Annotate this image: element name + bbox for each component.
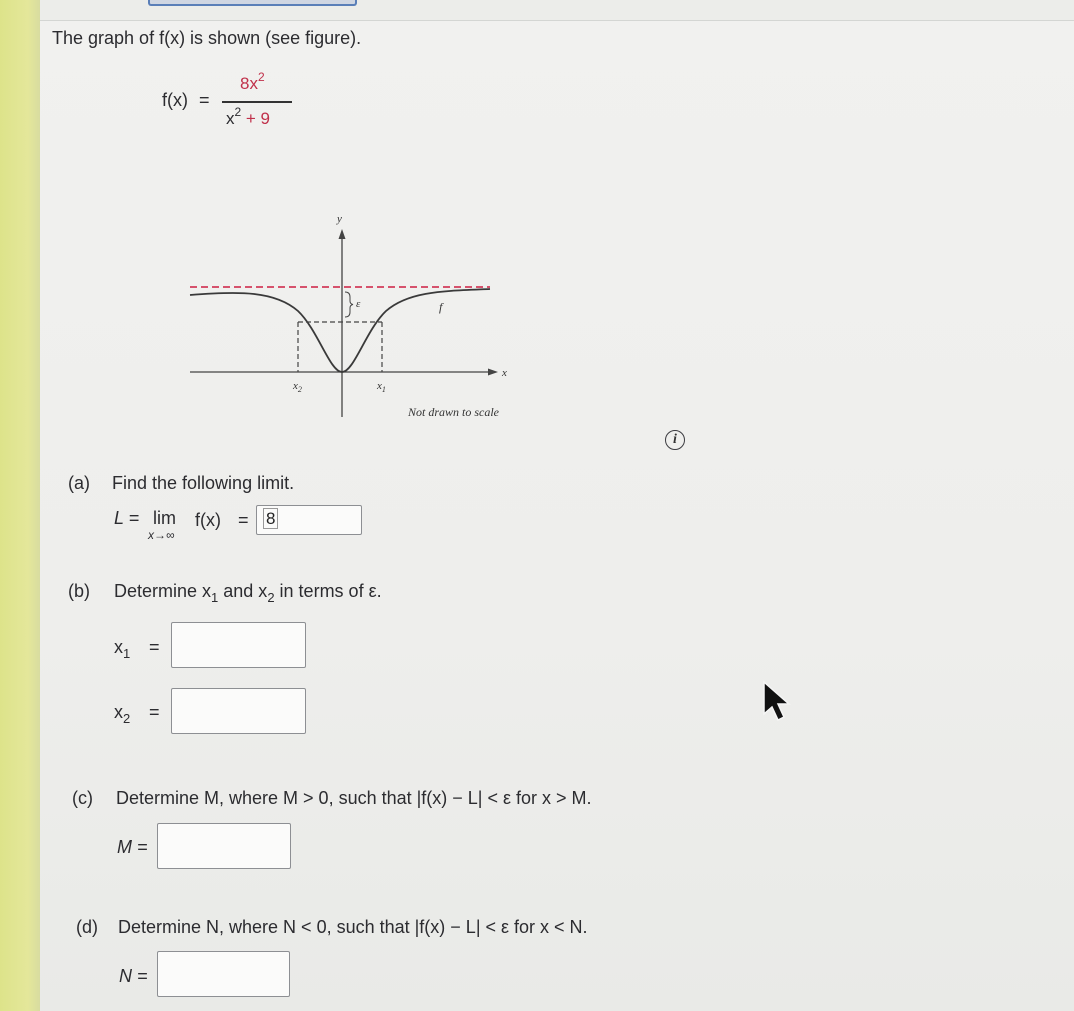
not-to-scale-caption: Not drawn to scale [408,405,500,419]
part-a-prompt: Find the following limit. [112,473,295,493]
formula-fx: f(x) [162,90,188,110]
fraction-bar [222,101,292,103]
numerator-base: 8x [240,74,258,93]
m-field-label: M = [117,837,148,857]
x1-var: x [114,637,123,657]
part-b-label: (b) [68,581,90,601]
part-a-label: (a) [68,473,90,493]
part-b-prompt-1: Determine x [114,581,212,601]
formula-denominator [226,105,271,129]
part-b-sub-1: 1 [211,590,219,605]
part-b-sub-2: 2 [267,590,275,605]
top-tab[interactable] [148,0,357,6]
x1-var: x [377,380,382,392]
formula-lhs [162,90,210,111]
x2-field-label [114,702,131,726]
numerator-exponent: 2 [257,70,265,84]
x1-subscript: 1 [123,646,131,661]
formula-numerator [240,70,265,94]
x2-equals: = [149,702,160,722]
part-a-equals: = [238,510,249,530]
part-b-prompt [114,581,382,605]
part-d-label: (d) [76,917,98,937]
n-field-label: N = [119,966,148,986]
denominator-exponent: 2 [234,105,242,119]
denominator-rest: + 9 [241,109,271,128]
limit-answer-value: 8 [263,508,278,529]
f-label: f [439,300,443,314]
m-input[interactable] [157,823,291,869]
part-b-prompt-2: and x [218,581,268,601]
formula-equals: = [199,90,210,110]
x1-equals: = [149,637,160,657]
denominator-base: x [226,109,235,128]
part-c-label: (c) [72,788,93,808]
y-label: y [337,213,342,225]
part-a-fx: f(x) [195,510,221,530]
left-margin-strip [0,0,40,1011]
part-c-prompt: Determine M, where M > 0, such that |f(x) − L| < ε for x > M. [116,788,592,808]
x2-label [292,380,302,394]
part-a-lim: lim [153,508,176,528]
x1-sub: 1 [381,385,386,394]
part-d-prompt: Determine N, where N < 0, such that |f(x) − L| < ε for x < N. [118,917,588,937]
x-label: x [502,367,507,379]
intro-text: The graph of f(x) is shown (see figure). [52,28,362,48]
x2-var: x [293,380,298,392]
limit-answer-input[interactable] [256,505,362,535]
part-a-lim-sub: x→∞ [148,528,175,542]
function-graph [180,205,530,425]
function-curve [190,289,490,372]
x2-subscript: 2 [123,711,131,726]
epsilon-brace [345,292,353,317]
x-axis-arrow [488,369,498,376]
mouse-cursor-icon [762,680,796,724]
x2-input[interactable] [171,688,306,734]
y-axis-arrow [339,229,346,239]
x1-field-label [114,637,131,661]
part-b-prompt-3: in terms of ε. [274,581,382,601]
info-icon[interactable]: i [665,430,685,450]
x2-var: x [114,702,123,722]
part-a-lhs: L = [114,508,140,528]
n-input[interactable] [157,951,290,997]
x1-input[interactable] [171,622,306,668]
x2-sub: 2 [297,385,302,394]
x1-label [376,380,386,394]
epsilon-label: ε [356,298,361,310]
